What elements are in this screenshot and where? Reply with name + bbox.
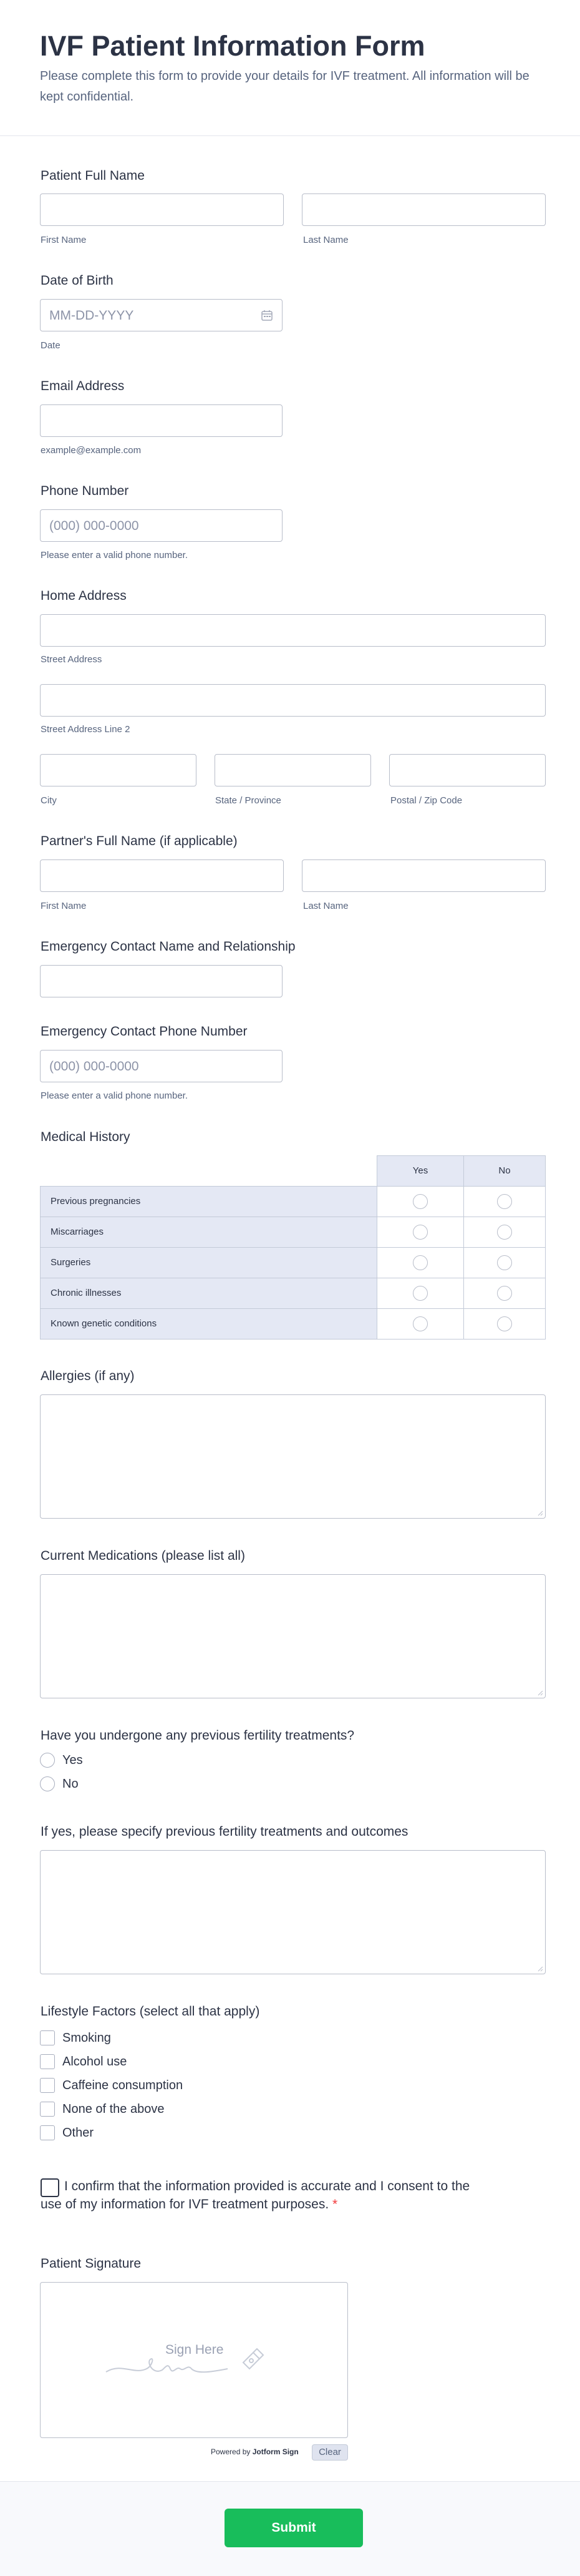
matrix-cell <box>377 1247 464 1278</box>
street-address-2-input[interactable] <box>40 684 546 717</box>
matrix-radio-yes[interactable] <box>413 1255 428 1270</box>
matrix-cell <box>463 1278 546 1309</box>
emergency-contact-input[interactable] <box>40 965 283 997</box>
resize-grip-icon[interactable] <box>537 1966 543 1972</box>
previous-treatments-radio-no[interactable] <box>40 1776 55 1791</box>
matrix-cell <box>463 1308 546 1339</box>
matrix-cell <box>463 1247 546 1278</box>
partner-last-name-input[interactable] <box>302 859 546 892</box>
street-address-2-sublabel: Street Address Line 2 <box>41 724 130 735</box>
patient-first-name-sublabel: First Name <box>41 235 87 245</box>
lifestyle-checkbox-none[interactable] <box>40 2102 55 2117</box>
medications-label: Current Medications (please list all) <box>41 1549 245 1563</box>
emergency-phone-placeholder: (000) 000-0000 <box>49 1059 139 1074</box>
street-address-sublabel: Street Address <box>41 654 102 665</box>
matrix-row-miscarriages: Miscarriages <box>40 1217 377 1248</box>
matrix-radio-no[interactable] <box>497 1225 512 1240</box>
signature-label: Patient Signature <box>41 2256 142 2271</box>
signature-pad[interactable] <box>40 2282 348 2438</box>
patient-name-label: Patient Full Name <box>41 169 145 183</box>
patient-first-name-input[interactable] <box>40 193 284 226</box>
matrix-radio-no[interactable] <box>497 1194 512 1209</box>
partner-last-name-sublabel: Last Name <box>303 901 349 911</box>
matrix-radio-no[interactable] <box>497 1316 512 1331</box>
previous-treatments-label: Have you undergone any previous fertility treatments? <box>41 1728 355 1743</box>
allergies-label: Allergies (if any) <box>41 1369 135 1383</box>
emergency-contact-label: Emergency Contact Name and Relationship <box>41 939 296 954</box>
matrix-radio-no[interactable] <box>497 1255 512 1270</box>
signature-placeholder: Sign Here <box>165 2343 224 2357</box>
allergies-textarea[interactable] <box>40 1394 546 1519</box>
matrix-cell <box>463 1217 546 1248</box>
powered-by-text: Powered by <box>211 2447 251 2456</box>
emergency-phone-sublabel: Please enter a valid phone number. <box>41 1090 188 1101</box>
consent-text-line2 <box>41 2197 337 2212</box>
lifestyle-label: Lifestyle Factors (select all that apply) <box>41 2004 260 2019</box>
form-title: IVF Patient Information Form <box>40 30 425 62</box>
partner-first-name-sublabel: First Name <box>41 901 87 911</box>
matrix-row-surgeries: Surgeries <box>40 1247 377 1278</box>
previous-treatments-option-yes[interactable]: Yes <box>62 1753 83 1767</box>
lifestyle-option-caffeine[interactable]: Caffeine consumption <box>62 2079 183 2092</box>
previous-treatments-radio-yes[interactable] <box>40 1753 55 1768</box>
city-input[interactable] <box>40 754 196 786</box>
state-input[interactable] <box>215 754 371 786</box>
matrix-radio-yes[interactable] <box>413 1316 428 1331</box>
matrix-row-genetic-conditions: Known genetic conditions <box>40 1308 377 1339</box>
matrix-row-previous-pregnancies: Previous pregnancies <box>40 1186 377 1217</box>
matrix-cell <box>377 1278 464 1309</box>
matrix-col-no: No <box>463 1155 546 1187</box>
dob-label: Date of Birth <box>41 273 114 288</box>
form-description: Please complete this form to provide your details for IVF treatment. All information will be kept confidential. <box>40 69 529 104</box>
matrix-radio-yes[interactable] <box>413 1225 428 1240</box>
medications-textarea[interactable] <box>40 1574 546 1698</box>
consent-text-line2-text: use of my information for IVF treatment purposes. <box>41 2197 329 2211</box>
matrix-cell <box>377 1217 464 1248</box>
lifestyle-checkbox-caffeine[interactable] <box>40 2078 55 2093</box>
emergency-phone-label: Emergency Contact Phone Number <box>41 1024 248 1039</box>
matrix-cell <box>377 1186 464 1217</box>
lifestyle-option-none[interactable]: None of the above <box>62 2102 165 2116</box>
matrix-cell <box>463 1186 546 1217</box>
zip-input[interactable] <box>389 754 546 786</box>
clear-signature-button[interactable]: Clear <box>312 2444 348 2461</box>
lifestyle-option-other[interactable]: Other <box>62 2126 94 2140</box>
lifestyle-checkbox-other[interactable] <box>40 2125 55 2140</box>
matrix-radio-no[interactable] <box>497 1286 512 1301</box>
phone-sublabel: Please enter a valid phone number. <box>41 550 188 561</box>
jotform-sign-brand[interactable]: Jotform Sign <box>252 2447 299 2456</box>
calendar-icon[interactable] <box>261 309 273 321</box>
emergency-phone-input[interactable] <box>40 1050 283 1082</box>
required-asterisk: * <box>332 2197 338 2211</box>
lifestyle-checkbox-smoking[interactable] <box>40 2030 55 2045</box>
powered-by <box>211 2447 299 2456</box>
email-input[interactable] <box>40 404 283 437</box>
dob-sublabel: Date <box>41 340 60 351</box>
lifestyle-checkbox-alcohol[interactable] <box>40 2054 55 2069</box>
address-label: Home Address <box>41 589 127 603</box>
state-sublabel: State / Province <box>215 795 281 806</box>
resize-grip-icon[interactable] <box>537 1510 543 1516</box>
phone-input[interactable] <box>40 509 283 542</box>
lifestyle-option-alcohol[interactable]: Alcohol use <box>62 2055 127 2069</box>
matrix-radio-yes[interactable] <box>413 1194 428 1209</box>
phone-label: Phone Number <box>41 484 129 498</box>
previous-treatments-option-no[interactable]: No <box>62 1777 79 1791</box>
matrix-cell <box>377 1308 464 1339</box>
resize-grip-icon[interactable] <box>537 1690 543 1696</box>
consent-checkbox[interactable] <box>41 2178 59 2197</box>
patient-last-name-input[interactable] <box>302 193 546 226</box>
city-sublabel: City <box>41 795 57 806</box>
lifestyle-option-smoking[interactable]: Smoking <box>62 2031 111 2045</box>
partner-first-name-input[interactable] <box>40 859 284 892</box>
email-label: Email Address <box>41 379 125 393</box>
phone-placeholder: (000) 000-0000 <box>49 519 139 533</box>
consent-text-line1: I confirm that the information provided is accurate and I consent to the <box>64 2179 470 2193</box>
zip-sublabel: Postal / Zip Code <box>390 795 463 806</box>
patient-last-name-sublabel: Last Name <box>303 235 349 245</box>
matrix-col-yes: Yes <box>377 1155 464 1187</box>
email-sublabel: example@example.com <box>41 445 142 456</box>
header-divider <box>0 135 580 136</box>
matrix-radio-yes[interactable] <box>413 1286 428 1301</box>
partner-name-label: Partner's Full Name (if applicable) <box>41 834 238 848</box>
street-address-input[interactable] <box>40 614 546 647</box>
treatment-details-textarea[interactable] <box>40 1850 546 1974</box>
medical-history-label: Medical History <box>41 1130 130 1144</box>
treatment-details-label: If yes, please specify previous fertility treatments and outcomes <box>41 1824 408 1839</box>
matrix-row-chronic-illnesses: Chronic illnesses <box>40 1278 377 1309</box>
dob-placeholder: MM-DD-YYYY <box>49 308 134 323</box>
dob-input[interactable] <box>40 299 283 331</box>
submit-button[interactable]: Submit <box>225 2509 363 2547</box>
